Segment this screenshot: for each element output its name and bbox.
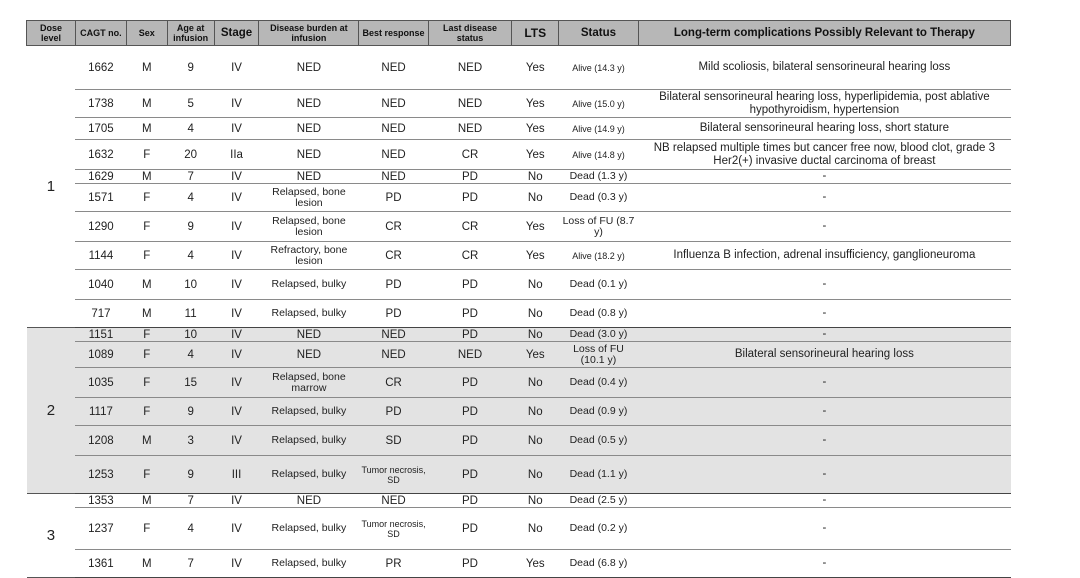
cagt-no-cell: 1208 [75, 426, 126, 456]
age-cell: 4 [167, 508, 214, 550]
table-row [27, 398, 1011, 426]
best-response-cell: NED [359, 170, 428, 184]
stage-cell: IV [214, 368, 259, 398]
cagt-no-cell: 1035 [75, 368, 126, 398]
disease-burden-cell: Relapsed, bulky [259, 508, 359, 550]
age-cell: 20 [167, 140, 214, 170]
table-row [27, 170, 1011, 184]
lts-cell: No [512, 328, 559, 342]
stage-cell: III [214, 456, 259, 494]
column-header: Stage [214, 21, 259, 46]
stage-cell: IV [214, 508, 259, 550]
complications-cell: - [638, 184, 1010, 212]
age-cell: 15 [167, 368, 214, 398]
table-row [27, 140, 1011, 170]
best-response-cell: NED [359, 342, 428, 368]
status-cell: Alive (14.8 y) [559, 140, 639, 170]
complications-cell: - [638, 456, 1010, 494]
complications-cell: NB relapsed multiple times but cancer free now, blood clot, grade 3 Her2(+) invasive ductal carcinoma of breast [638, 140, 1010, 170]
best-response-cell: Tumor necrosis, SD [359, 508, 428, 550]
sex-cell: M [126, 550, 167, 578]
cagt-no-cell: 1361 [75, 550, 126, 578]
disease-burden-cell: Refractory, bone lesion [259, 242, 359, 270]
stage-cell: IV [214, 242, 259, 270]
complications-cell: - [638, 508, 1010, 550]
disease-burden-cell: Relapsed, bone lesion [259, 212, 359, 242]
table-row [27, 46, 1011, 90]
best-response-cell: NED [359, 328, 428, 342]
table-row [27, 212, 1011, 242]
cagt-no-cell: 1571 [75, 184, 126, 212]
lts-cell: Yes [512, 342, 559, 368]
table-row [27, 270, 1011, 300]
cagt-no-cell: 1738 [75, 90, 126, 118]
sex-cell: M [126, 300, 167, 328]
cagt-no-cell: 1353 [75, 494, 126, 508]
age-cell: 4 [167, 184, 214, 212]
stage-cell: IV [214, 426, 259, 456]
table-row [27, 342, 1011, 368]
sex-cell: F [126, 398, 167, 426]
status-cell: Alive (14.9 y) [559, 118, 639, 140]
status-cell: Dead (0.2 y) [559, 508, 639, 550]
age-cell: 5 [167, 90, 214, 118]
cagt-no-cell: 717 [75, 300, 126, 328]
best-response-cell: CR [359, 242, 428, 270]
disease-burden-cell: Relapsed, bulky [259, 300, 359, 328]
last-disease-status-cell: PD [428, 494, 512, 508]
disease-burden-cell: Relapsed, bone lesion [259, 184, 359, 212]
age-cell: 9 [167, 398, 214, 426]
lts-cell: Yes [512, 550, 559, 578]
column-header: Age at infusion [167, 21, 214, 46]
last-disease-status-cell: PD [428, 270, 512, 300]
stage-cell: IV [214, 300, 259, 328]
table-row [27, 456, 1011, 494]
lts-cell: No [512, 426, 559, 456]
column-header: Last disease status [428, 21, 512, 46]
cagt-no-cell: 1040 [75, 270, 126, 300]
complications-cell: - [638, 212, 1010, 242]
disease-burden-cell: NED [259, 170, 359, 184]
last-disease-status-cell: PD [428, 426, 512, 456]
stage-cell: IV [214, 46, 259, 90]
dose-level-cell: 1 [27, 46, 76, 328]
best-response-cell: NED [359, 46, 428, 90]
column-header: CAGT no. [75, 21, 126, 46]
sex-cell: M [126, 90, 167, 118]
status-cell: Alive (15.0 y) [559, 90, 639, 118]
best-response-cell: NED [359, 494, 428, 508]
complications-cell: Bilateral sensorineural hearing loss, short stature [638, 118, 1010, 140]
status-cell: Dead (0.5 y) [559, 426, 639, 456]
lts-cell: No [512, 368, 559, 398]
lts-cell: Yes [512, 242, 559, 270]
status-cell: Dead (6.8 y) [559, 550, 639, 578]
status-cell: Dead (1.1 y) [559, 456, 639, 494]
complications-cell: - [638, 328, 1010, 342]
stage-cell: IV [214, 270, 259, 300]
sex-cell: F [126, 342, 167, 368]
stage-cell: IV [214, 550, 259, 578]
table-row [27, 184, 1011, 212]
complications-cell: - [638, 368, 1010, 398]
last-disease-status-cell: NED [428, 46, 512, 90]
age-cell: 9 [167, 456, 214, 494]
last-disease-status-cell: CR [428, 140, 512, 170]
sex-cell: M [126, 426, 167, 456]
patient-table [26, 20, 1011, 578]
stage-cell: IV [214, 118, 259, 140]
table-row [27, 90, 1011, 118]
age-cell: 3 [167, 426, 214, 456]
status-cell: Dead (0.4 y) [559, 368, 639, 398]
age-cell: 10 [167, 328, 214, 342]
complications-cell: - [638, 170, 1010, 184]
age-cell: 11 [167, 300, 214, 328]
complications-cell: Bilateral sensorineural hearing loss [638, 342, 1010, 368]
status-cell: Alive (14.3 y) [559, 46, 639, 90]
column-header: Best response [359, 21, 428, 46]
dose-level-cell: 3 [27, 494, 76, 578]
sex-cell: M [126, 270, 167, 300]
best-response-cell: CR [359, 368, 428, 398]
table-row [27, 550, 1011, 578]
disease-burden-cell: NED [259, 342, 359, 368]
cagt-no-cell: 1117 [75, 398, 126, 426]
status-cell: Loss of FU (8.7 y) [559, 212, 639, 242]
disease-burden-cell: NED [259, 90, 359, 118]
complications-cell: - [638, 494, 1010, 508]
age-cell: 4 [167, 342, 214, 368]
stage-cell: IV [214, 170, 259, 184]
cagt-no-cell: 1151 [75, 328, 126, 342]
table-row [27, 328, 1011, 342]
last-disease-status-cell: PD [428, 368, 512, 398]
last-disease-status-cell: CR [428, 242, 512, 270]
age-cell: 4 [167, 242, 214, 270]
stage-cell: IV [214, 398, 259, 426]
last-disease-status-cell: CR [428, 212, 512, 242]
lts-cell: Yes [512, 212, 559, 242]
lts-cell: Yes [512, 90, 559, 118]
lts-cell: No [512, 184, 559, 212]
last-disease-status-cell: PD [428, 170, 512, 184]
disease-burden-cell: Relapsed, bulky [259, 550, 359, 578]
table-row [27, 426, 1011, 456]
cagt-no-cell: 1629 [75, 170, 126, 184]
best-response-cell: PD [359, 184, 428, 212]
dose-level-cell: 2 [27, 328, 76, 494]
cagt-no-cell: 1705 [75, 118, 126, 140]
lts-cell: No [512, 456, 559, 494]
stage-cell: IIa [214, 140, 259, 170]
sex-cell: F [126, 508, 167, 550]
last-disease-status-cell: PD [428, 328, 512, 342]
disease-burden-cell: NED [259, 118, 359, 140]
best-response-cell: Tumor necrosis, SD [359, 456, 428, 494]
complications-cell: - [638, 300, 1010, 328]
stage-cell: IV [214, 184, 259, 212]
lts-cell: No [512, 508, 559, 550]
stage-cell: IV [214, 342, 259, 368]
cagt-no-cell: 1253 [75, 456, 126, 494]
cagt-no-cell: 1632 [75, 140, 126, 170]
status-cell: Dead (0.8 y) [559, 300, 639, 328]
sex-cell: F [126, 328, 167, 342]
disease-burden-cell: Relapsed, bulky [259, 270, 359, 300]
disease-burden-cell: Relapsed, bulky [259, 456, 359, 494]
last-disease-status-cell: PD [428, 184, 512, 212]
best-response-cell: PD [359, 300, 428, 328]
sex-cell: F [126, 368, 167, 398]
age-cell: 7 [167, 494, 214, 508]
lts-cell: Yes [512, 140, 559, 170]
last-disease-status-cell: NED [428, 342, 512, 368]
sex-cell: M [126, 118, 167, 140]
last-disease-status-cell: PD [428, 550, 512, 578]
disease-burden-cell: NED [259, 494, 359, 508]
sex-cell: F [126, 456, 167, 494]
complications-cell: Bilateral sensorineural hearing loss, hyperlipidemia, post ablative hypothyroidism, hypertension [638, 90, 1010, 118]
sex-cell: M [126, 170, 167, 184]
cagt-no-cell: 1290 [75, 212, 126, 242]
table-row [27, 508, 1011, 550]
best-response-cell: PR [359, 550, 428, 578]
complications-cell: Mild scoliosis, bilateral sensorineural hearing loss [638, 46, 1010, 90]
best-response-cell: NED [359, 90, 428, 118]
lts-cell: No [512, 300, 559, 328]
disease-burden-cell: Relapsed, bone marrow [259, 368, 359, 398]
table-row [27, 494, 1011, 508]
last-disease-status-cell: NED [428, 118, 512, 140]
cagt-no-cell: 1144 [75, 242, 126, 270]
status-cell: Alive (18.2 y) [559, 242, 639, 270]
complications-cell: - [638, 398, 1010, 426]
stage-cell: IV [214, 90, 259, 118]
column-header: Status [559, 21, 639, 46]
best-response-cell: PD [359, 398, 428, 426]
table-row [27, 118, 1011, 140]
table-row [27, 300, 1011, 328]
lts-cell: Yes [512, 118, 559, 140]
age-cell: 9 [167, 46, 214, 90]
age-cell: 7 [167, 550, 214, 578]
cagt-no-cell: 1237 [75, 508, 126, 550]
disease-burden-cell: Relapsed, bulky [259, 426, 359, 456]
sex-cell: F [126, 212, 167, 242]
status-cell: Dead (0.3 y) [559, 184, 639, 212]
age-cell: 9 [167, 212, 214, 242]
disease-burden-cell: NED [259, 140, 359, 170]
stage-cell: IV [214, 328, 259, 342]
lts-cell: No [512, 398, 559, 426]
column-header: Sex [126, 21, 167, 46]
status-cell: Dead (0.1 y) [559, 270, 639, 300]
cagt-no-cell: 1662 [75, 46, 126, 90]
best-response-cell: SD [359, 426, 428, 456]
age-cell: 10 [167, 270, 214, 300]
table-row [27, 368, 1011, 398]
status-cell: Loss of FU (10.1 y) [559, 342, 639, 368]
lts-cell: No [512, 270, 559, 300]
sex-cell: M [126, 46, 167, 90]
status-cell: Dead (2.5 y) [559, 494, 639, 508]
age-cell: 7 [167, 170, 214, 184]
lts-cell: No [512, 170, 559, 184]
last-disease-status-cell: PD [428, 456, 512, 494]
lts-cell: Yes [512, 46, 559, 90]
cagt-no-cell: 1089 [75, 342, 126, 368]
column-header: LTS [512, 21, 559, 46]
status-cell: Dead (0.9 y) [559, 398, 639, 426]
sex-cell: F [126, 242, 167, 270]
best-response-cell: NED [359, 140, 428, 170]
disease-burden-cell: NED [259, 328, 359, 342]
lts-cell: No [512, 494, 559, 508]
sex-cell: M [126, 494, 167, 508]
sex-cell: F [126, 184, 167, 212]
best-response-cell: PD [359, 270, 428, 300]
complications-cell: - [638, 270, 1010, 300]
table-row [27, 242, 1011, 270]
disease-burden-cell: Relapsed, bulky [259, 398, 359, 426]
stage-cell: IV [214, 212, 259, 242]
best-response-cell: NED [359, 118, 428, 140]
complications-cell: - [638, 426, 1010, 456]
last-disease-status-cell: NED [428, 90, 512, 118]
last-disease-status-cell: PD [428, 508, 512, 550]
header-row [27, 21, 1011, 46]
last-disease-status-cell: PD [428, 300, 512, 328]
best-response-cell: CR [359, 212, 428, 242]
column-header: Disease burden at infusion [259, 21, 359, 46]
age-cell: 4 [167, 118, 214, 140]
complications-cell: - [638, 550, 1010, 578]
sex-cell: F [126, 140, 167, 170]
complications-cell: Influenza B infection, adrenal insufficiency, ganglioneuroma [638, 242, 1010, 270]
status-cell: Dead (1.3 y) [559, 170, 639, 184]
column-header: Dose level [27, 21, 76, 46]
status-cell: Dead (3.0 y) [559, 328, 639, 342]
last-disease-status-cell: PD [428, 398, 512, 426]
disease-burden-cell: NED [259, 46, 359, 90]
column-header: Long-term complications Possibly Relevant to Therapy [638, 21, 1010, 46]
stage-cell: IV [214, 494, 259, 508]
